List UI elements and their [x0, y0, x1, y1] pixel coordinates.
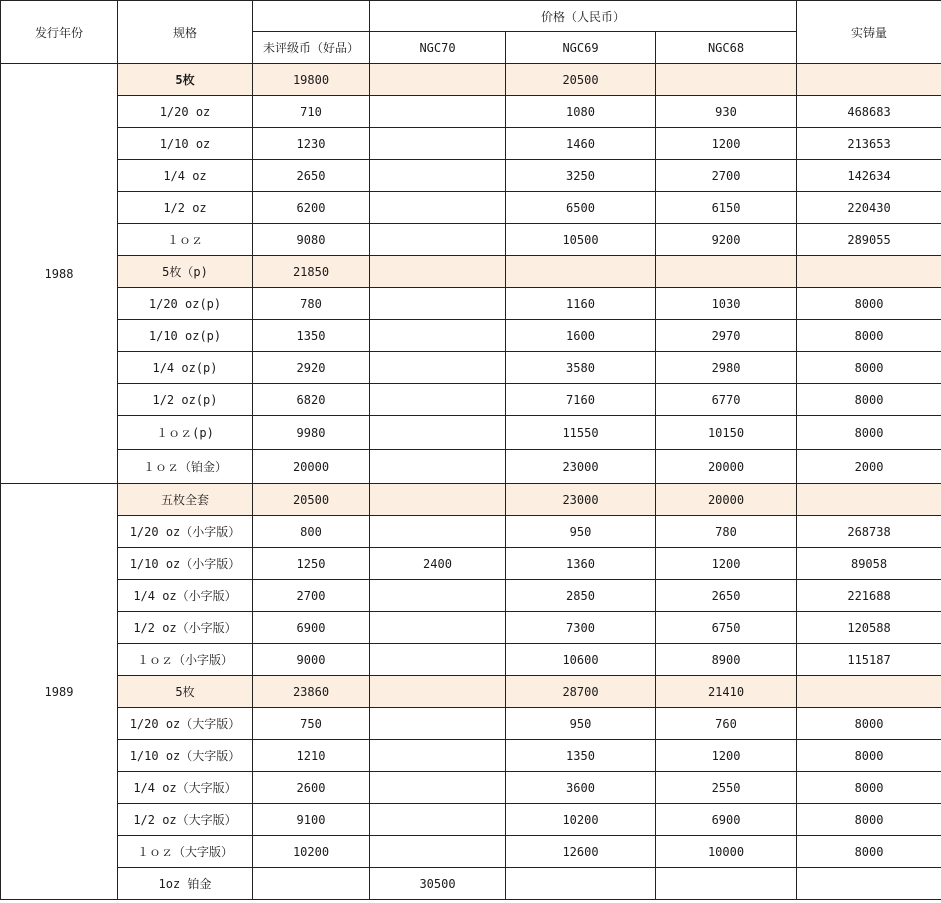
- table-row: [1, 192, 941, 224]
- ungraded-cell: 19800: [253, 64, 370, 96]
- table-row: [1, 708, 941, 740]
- table-row: [1, 516, 941, 548]
- mintage-cell: 8000: [797, 288, 941, 320]
- ngc69-cell: 950: [506, 708, 656, 740]
- mintage-cell: 8000: [797, 352, 941, 384]
- ungraded-cell: 800: [253, 516, 370, 548]
- ungraded-cell: 9000: [253, 644, 370, 676]
- ngc70-cell: [370, 612, 506, 644]
- ngc70-cell: [370, 708, 506, 740]
- ungraded-cell: 2600: [253, 772, 370, 804]
- mintage-cell: 89058: [797, 548, 941, 580]
- ngc68-cell: 1200: [656, 740, 797, 772]
- ngc68-cell: 6770: [656, 384, 797, 416]
- mintage-cell: 8000: [797, 416, 941, 450]
- ungraded-cell: 23860: [253, 676, 370, 708]
- ungraded-cell: 2700: [253, 580, 370, 612]
- ngc69-cell: 10500: [506, 224, 656, 256]
- table-header: [1, 1, 941, 64]
- ngc68-cell: 8900: [656, 644, 797, 676]
- ngc70-cell: 30500: [370, 868, 506, 900]
- table-row: [1, 384, 941, 416]
- ngc70-cell: [370, 676, 506, 708]
- table-row: [1, 676, 941, 708]
- spec-cell: 5枚（p): [118, 256, 253, 288]
- header-ungraded: 未评级币（好品）: [253, 32, 370, 64]
- ngc68-cell: 2970: [656, 320, 797, 352]
- ngc68-cell: 21410: [656, 676, 797, 708]
- spec-cell: 1/2 oz(p): [118, 384, 253, 416]
- table-row: [1, 224, 941, 256]
- header-ngc69: NGC69: [506, 32, 656, 64]
- table-row: [1, 320, 941, 352]
- ungraded-cell: 780: [253, 288, 370, 320]
- ngc70-cell: [370, 580, 506, 612]
- ngc69-cell: 12600: [506, 836, 656, 868]
- header-ngc70: NGC70: [370, 32, 506, 64]
- ngc69-cell: 3600: [506, 772, 656, 804]
- ngc69-cell: 2850: [506, 580, 656, 612]
- mintage-cell: 8000: [797, 772, 941, 804]
- ngc68-cell: 780: [656, 516, 797, 548]
- spec-cell: 1/10 oz（小字版）: [118, 548, 253, 580]
- table-row: [1, 128, 941, 160]
- ngc70-cell: [370, 160, 506, 192]
- table-row: [1, 836, 941, 868]
- mintage-cell: [797, 256, 941, 288]
- ngc69-cell: 1160: [506, 288, 656, 320]
- mintage-cell: [797, 64, 941, 96]
- mintage-cell: 2000: [797, 450, 941, 484]
- mintage-cell: 268738: [797, 516, 941, 548]
- ungraded-cell: 710: [253, 96, 370, 128]
- ngc68-cell: 9200: [656, 224, 797, 256]
- ngc68-cell: 930: [656, 96, 797, 128]
- table-row: [1, 740, 941, 772]
- mintage-cell: [797, 484, 941, 516]
- ngc69-cell: 1600: [506, 320, 656, 352]
- spec-cell: 1/2 oz（小字版）: [118, 612, 253, 644]
- ungraded-cell: 6200: [253, 192, 370, 224]
- ngc70-cell: [370, 484, 506, 516]
- table-body: [1, 64, 941, 900]
- mintage-cell: [797, 676, 941, 708]
- ngc70-cell: [370, 288, 506, 320]
- spec-cell: １ｏｚ（大字版）: [118, 836, 253, 868]
- spec-cell: １ｏｚ（铂金）: [118, 450, 253, 484]
- ngc70-cell: [370, 836, 506, 868]
- ngc70-cell: [370, 740, 506, 772]
- spec-cell: 1oz 铂金: [118, 868, 253, 900]
- header-blank: [253, 1, 370, 32]
- ngc69-cell: 6500: [506, 192, 656, 224]
- table-row: [1, 484, 941, 516]
- spec-cell: 5枚: [118, 676, 253, 708]
- ngc68-cell: 20000: [656, 450, 797, 484]
- ngc68-cell: 6150: [656, 192, 797, 224]
- ungraded-cell: 9100: [253, 804, 370, 836]
- mintage-cell: 8000: [797, 708, 941, 740]
- spec-cell: １ｏｚ: [118, 224, 253, 256]
- ngc68-cell: 2700: [656, 160, 797, 192]
- ngc68-cell: 1200: [656, 128, 797, 160]
- ungraded-cell: [253, 868, 370, 900]
- mintage-cell: 220430: [797, 192, 941, 224]
- ungraded-cell: 21850: [253, 256, 370, 288]
- ngc68-cell: 10150: [656, 416, 797, 450]
- ngc70-cell: [370, 416, 506, 450]
- ngc70-cell: [370, 352, 506, 384]
- ngc70-cell: [370, 128, 506, 160]
- mintage-cell: 289055: [797, 224, 941, 256]
- ngc68-cell: 10000: [656, 836, 797, 868]
- table-row: [1, 548, 941, 580]
- ngc69-cell: 950: [506, 516, 656, 548]
- mintage-cell: 8000: [797, 804, 941, 836]
- ungraded-cell: 750: [253, 708, 370, 740]
- table-row: [1, 160, 941, 192]
- ngc69-cell: 1460: [506, 128, 656, 160]
- ungraded-cell: 9080: [253, 224, 370, 256]
- ngc69-cell: [506, 256, 656, 288]
- ngc68-cell: 2550: [656, 772, 797, 804]
- ungraded-cell: 20000: [253, 450, 370, 484]
- ngc68-cell: [656, 256, 797, 288]
- ngc69-cell: 11550: [506, 416, 656, 450]
- header-spec: 规格: [118, 1, 253, 64]
- ngc68-cell: [656, 868, 797, 900]
- table-row: [1, 288, 941, 320]
- ngc68-cell: 760: [656, 708, 797, 740]
- ngc68-cell: 1200: [656, 548, 797, 580]
- ngc69-cell: 1350: [506, 740, 656, 772]
- ngc70-cell: [370, 320, 506, 352]
- year-cell: 1989: [1, 484, 118, 900]
- ngc69-cell: 7300: [506, 612, 656, 644]
- spec-cell: 五枚全套: [118, 484, 253, 516]
- spec-cell: 1/20 oz（大字版）: [118, 708, 253, 740]
- header-price-group: 价格（人民币）: [370, 1, 797, 32]
- spec-cell: 1/2 oz: [118, 192, 253, 224]
- ngc69-cell: 10600: [506, 644, 656, 676]
- header-mintage: 实铸量: [797, 1, 941, 64]
- table-row: [1, 868, 941, 900]
- spec-cell: 1/10 oz(p): [118, 320, 253, 352]
- spec-cell: 1/20 oz(p): [118, 288, 253, 320]
- ngc68-cell: 2650: [656, 580, 797, 612]
- ngc70-cell: [370, 64, 506, 96]
- spec-cell: 1/10 oz: [118, 128, 253, 160]
- ngc69-cell: 23000: [506, 450, 656, 484]
- ngc68-cell: 1030: [656, 288, 797, 320]
- ngc69-cell: 23000: [506, 484, 656, 516]
- table-row: [1, 416, 941, 450]
- ngc68-cell: 20000: [656, 484, 797, 516]
- ungraded-cell: 1350: [253, 320, 370, 352]
- mintage-cell: 8000: [797, 836, 941, 868]
- header-ngc68: NGC68: [656, 32, 797, 64]
- mintage-cell: 8000: [797, 384, 941, 416]
- mintage-cell: 8000: [797, 320, 941, 352]
- ungraded-cell: 6820: [253, 384, 370, 416]
- ngc69-cell: 20500: [506, 64, 656, 96]
- ungraded-cell: 2650: [253, 160, 370, 192]
- ngc70-cell: [370, 644, 506, 676]
- ungraded-cell: 20500: [253, 484, 370, 516]
- mintage-cell: 468683: [797, 96, 941, 128]
- table-row: [1, 64, 941, 96]
- table-row: [1, 804, 941, 836]
- ngc70-cell: [370, 96, 506, 128]
- ngc69-cell: 10200: [506, 804, 656, 836]
- table-row: [1, 256, 941, 288]
- spec-cell: 1/4 oz（小字版）: [118, 580, 253, 612]
- table-row: [1, 580, 941, 612]
- spec-cell: 1/4 oz: [118, 160, 253, 192]
- mintage-cell: 221688: [797, 580, 941, 612]
- mintage-cell: 142634: [797, 160, 941, 192]
- table-row: [1, 644, 941, 676]
- ngc69-cell: [506, 868, 656, 900]
- mintage-cell: 115187: [797, 644, 941, 676]
- table-row: [1, 772, 941, 804]
- ngc69-cell: 3250: [506, 160, 656, 192]
- spec-cell: 5枚: [118, 64, 253, 96]
- spec-cell: 1/2 oz（大字版）: [118, 804, 253, 836]
- ngc70-cell: [370, 516, 506, 548]
- ngc70-cell: [370, 450, 506, 484]
- spec-cell: 1/20 oz（小字版）: [118, 516, 253, 548]
- ngc70-cell: [370, 384, 506, 416]
- ngc70-cell: [370, 256, 506, 288]
- ngc70-cell: [370, 192, 506, 224]
- ngc68-cell: [656, 64, 797, 96]
- mintage-cell: 8000: [797, 740, 941, 772]
- ngc69-cell: 7160: [506, 384, 656, 416]
- ungraded-cell: 2920: [253, 352, 370, 384]
- ngc68-cell: 6900: [656, 804, 797, 836]
- table-row: [1, 612, 941, 644]
- mintage-cell: [797, 868, 941, 900]
- spec-cell: 1/10 oz（大字版）: [118, 740, 253, 772]
- spec-cell: １ｏｚ（小字版）: [118, 644, 253, 676]
- spec-cell: 1/20 oz: [118, 96, 253, 128]
- ungraded-cell: 9980: [253, 416, 370, 450]
- ungraded-cell: 10200: [253, 836, 370, 868]
- ngc69-cell: 1080: [506, 96, 656, 128]
- ngc68-cell: 6750: [656, 612, 797, 644]
- mintage-cell: 120588: [797, 612, 941, 644]
- ngc70-cell: 2400: [370, 548, 506, 580]
- ungraded-cell: 1250: [253, 548, 370, 580]
- ngc68-cell: 2980: [656, 352, 797, 384]
- table-row: [1, 450, 941, 484]
- ngc69-cell: 28700: [506, 676, 656, 708]
- year-cell: 1988: [1, 64, 118, 484]
- ngc70-cell: [370, 772, 506, 804]
- spec-cell: １ｏｚ(p): [118, 416, 253, 450]
- ngc70-cell: [370, 804, 506, 836]
- header-year: 发行年份: [1, 1, 118, 64]
- table-row: [1, 96, 941, 128]
- ngc69-cell: 3580: [506, 352, 656, 384]
- table-row: [1, 352, 941, 384]
- ungraded-cell: 1210: [253, 740, 370, 772]
- ungraded-cell: 6900: [253, 612, 370, 644]
- spec-cell: 1/4 oz（大字版）: [118, 772, 253, 804]
- ngc70-cell: [370, 224, 506, 256]
- mintage-cell: 213653: [797, 128, 941, 160]
- spec-cell: 1/4 oz(p): [118, 352, 253, 384]
- ngc69-cell: 1360: [506, 548, 656, 580]
- ungraded-cell: 1230: [253, 128, 370, 160]
